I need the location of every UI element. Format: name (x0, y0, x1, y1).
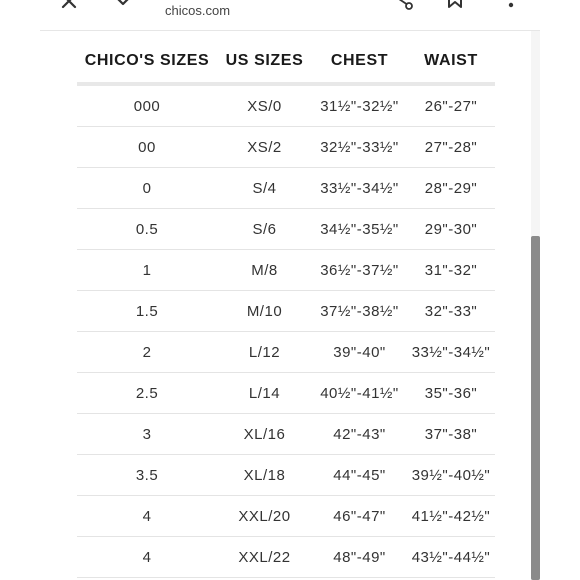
chicos-size-cell: 0.5 (77, 209, 217, 250)
us-size-cell: XL/16 (217, 414, 312, 455)
table-row (77, 332, 495, 373)
us-size-cell: M/8 (217, 250, 312, 291)
browser-top-bar (40, 0, 540, 30)
chest-cell: 32½"-33½" (312, 127, 407, 168)
waist-cell: 32"-33" (407, 291, 495, 332)
table-row (77, 414, 495, 455)
chicos-size-cell: 000 (77, 84, 217, 127)
top-bar-divider (40, 30, 540, 31)
chicos-size-cell: 1.5 (77, 291, 217, 332)
chicos-size-cell: 00 (77, 127, 217, 168)
waist-cell: 43½"-44½" (407, 537, 495, 578)
waist-cell: 39½"-40½" (407, 455, 495, 496)
chicos-size-cell: 3 (77, 414, 217, 455)
chest-cell: 46"-47" (312, 496, 407, 537)
table-row (77, 291, 495, 332)
us-size-cell: L/12 (217, 332, 312, 373)
more-vert-icon[interactable] (500, 0, 522, 12)
table-row (77, 209, 495, 250)
close-icon[interactable] (58, 0, 80, 12)
chicos-size-cell: 2.5 (77, 373, 217, 414)
scrollbar-thumb[interactable] (531, 236, 540, 580)
waist-cell: 33½"-34½" (407, 332, 495, 373)
us-size-cell: M/10 (217, 291, 312, 332)
chicos-size-cell: 4 (77, 496, 217, 537)
chicos-size-cell: 2 (77, 332, 217, 373)
us-size-cell: XS/2 (217, 127, 312, 168)
chest-cell: 48"-49" (312, 537, 407, 578)
chest-cell: 36½"-37½" (312, 250, 407, 291)
table-row (77, 455, 495, 496)
table-row (77, 168, 495, 209)
chest-cell: 31½"-32½" (312, 84, 407, 127)
table-row (77, 127, 495, 168)
page-domain: chicos.com (165, 3, 231, 18)
chest-cell: 44"-45" (312, 455, 407, 496)
chicos-size-cell: 0 (77, 168, 217, 209)
table-row (77, 373, 495, 414)
us-size-cell: S/6 (217, 209, 312, 250)
chicos-size-cell: 3.5 (77, 455, 217, 496)
chest-cell: 37½"-38½" (312, 291, 407, 332)
us-size-cell: XXL/20 (217, 496, 312, 537)
chest-cell: 34½"-35½" (312, 209, 407, 250)
table-row (77, 537, 495, 578)
header-chicos-sizes: CHICO'S SIZES (77, 40, 217, 84)
waist-cell: 29"-30" (407, 209, 495, 250)
header-chest: CHEST (312, 40, 407, 84)
chicos-size-cell: 1 (77, 250, 217, 291)
waist-cell: 37"-38" (407, 414, 495, 455)
size-chart-table (77, 40, 495, 578)
waist-cell: 28"-29" (407, 168, 495, 209)
header-us-sizes: US SIZES (217, 40, 312, 84)
table-row (77, 250, 495, 291)
chest-cell: 33½"-34½" (312, 168, 407, 209)
share-icon[interactable] (393, 0, 415, 12)
chicos-size-cell: 4 (77, 537, 217, 578)
chest-cell: 39"-40" (312, 332, 407, 373)
us-size-cell: L/14 (217, 373, 312, 414)
waist-cell: 31"-32" (407, 250, 495, 291)
us-size-cell: S/4 (217, 168, 312, 209)
waist-cell: 35"-36" (407, 373, 495, 414)
waist-cell: 26"-27" (407, 84, 495, 127)
us-size-cell: XL/18 (217, 455, 312, 496)
waist-cell: 41½"-42½" (407, 496, 495, 537)
chevron-down-icon[interactable] (112, 0, 134, 12)
us-size-cell: XXL/22 (217, 537, 312, 578)
chest-cell: 42"-43" (312, 414, 407, 455)
size-chart-header-row (77, 40, 495, 84)
us-size-cell: XS/0 (217, 84, 312, 127)
bookmark-icon[interactable] (444, 0, 466, 12)
waist-cell: 27"-28" (407, 127, 495, 168)
chest-cell: 40½"-41½" (312, 373, 407, 414)
header-waist: WAIST (407, 40, 495, 84)
table-row (77, 496, 495, 537)
table-row (77, 84, 495, 127)
